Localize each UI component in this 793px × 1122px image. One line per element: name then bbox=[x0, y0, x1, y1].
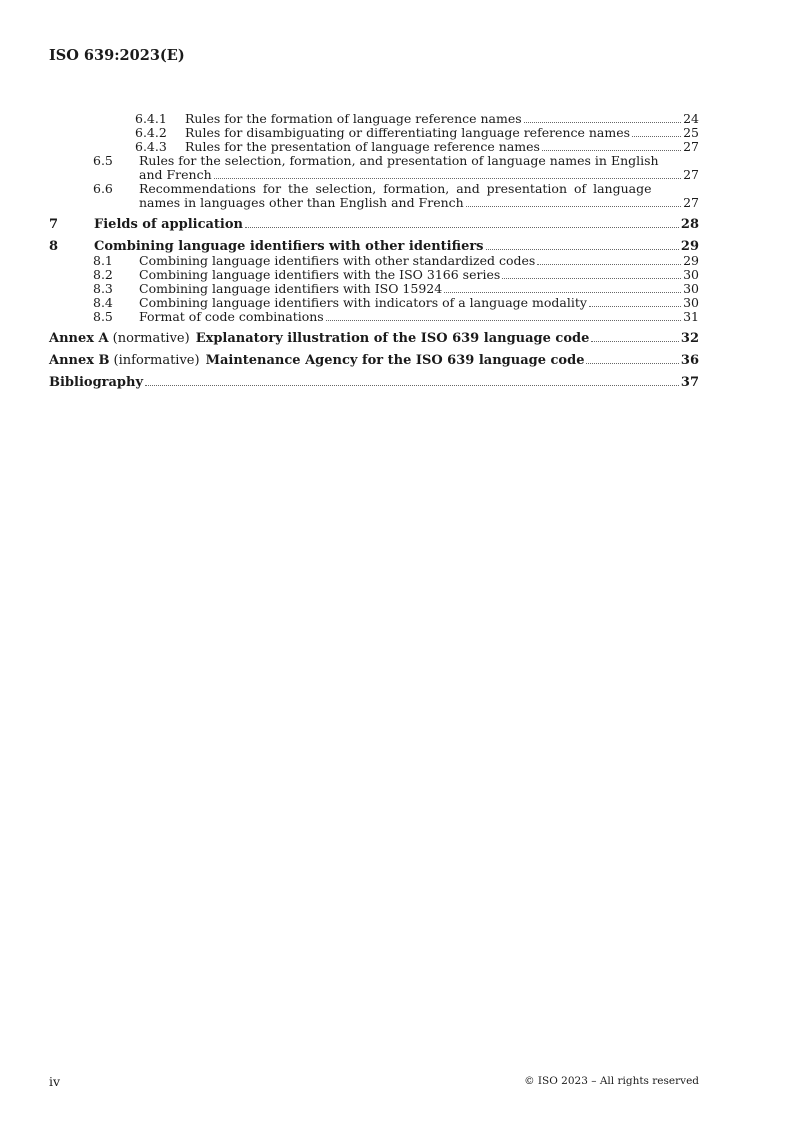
dot-leader bbox=[145, 385, 679, 386]
toc-title-line1: Rules for the selection, formation, and presentation of language names in English bbox=[139, 153, 659, 168]
toc-page: 29 bbox=[683, 253, 699, 268]
toc-title: Explanatory illustration of the ISO 639 language code bbox=[195, 331, 590, 346]
dot-leader bbox=[586, 363, 678, 364]
toc-page: 27 bbox=[683, 167, 699, 182]
toc-number: 8.1 bbox=[93, 253, 113, 268]
toc-title-line1: Recommendations for the selection, formation, and presentation of language bbox=[139, 181, 652, 196]
dot-leader bbox=[326, 320, 681, 321]
annex-label: Annex A bbox=[49, 331, 109, 346]
toc-page: 37 bbox=[680, 375, 699, 390]
dot-leader bbox=[632, 136, 681, 137]
toc-number: 6.4.2 bbox=[135, 125, 167, 140]
toc-number: 8.5 bbox=[93, 309, 113, 324]
dot-leader bbox=[542, 150, 681, 151]
toc-entry-8-4[interactable] bbox=[49, 296, 699, 310]
toc-title: Combining language identifiers with ISO 15924 bbox=[139, 281, 443, 296]
dot-leader bbox=[524, 122, 681, 123]
copyright-notice: © ISO 2023 – All rights reserved bbox=[524, 1075, 699, 1087]
toc-title: Combining language identifiers with other standardized codes bbox=[139, 253, 536, 268]
toc-page: 25 bbox=[683, 125, 699, 140]
toc-title: Rules for the presentation of language reference names bbox=[185, 139, 540, 154]
toc-number: 6.4.3 bbox=[135, 139, 167, 154]
toc-number: 8.3 bbox=[93, 281, 113, 296]
toc-number: 8.4 bbox=[93, 295, 113, 310]
toc-entry-8-3[interactable] bbox=[49, 282, 699, 296]
annex-type: (normative) bbox=[112, 331, 190, 346]
toc-entry-bibliography[interactable] bbox=[49, 376, 699, 390]
toc-entry-6-4-1[interactable] bbox=[49, 112, 699, 126]
toc-page: 29 bbox=[680, 239, 699, 254]
toc-title: Rules for the formation of language reference names bbox=[185, 111, 522, 126]
toc-entry-6-4-2[interactable] bbox=[49, 126, 699, 140]
toc-page: 32 bbox=[680, 331, 699, 346]
toc-entry-6-5[interactable] bbox=[49, 154, 699, 182]
dot-leader bbox=[502, 278, 681, 279]
toc-entry-8-2[interactable] bbox=[49, 268, 699, 282]
toc-page: 27 bbox=[683, 195, 699, 210]
dot-leader bbox=[245, 227, 679, 228]
toc-entry-6-4-3[interactable] bbox=[49, 140, 699, 154]
toc-page: 28 bbox=[680, 217, 699, 232]
table-of-contents bbox=[49, 112, 699, 390]
toc-page: 30 bbox=[683, 295, 699, 310]
toc-page: 36 bbox=[680, 353, 699, 368]
toc-title: Combining language identifiers with indicators of a language modality bbox=[139, 295, 587, 310]
toc-entry-7[interactable] bbox=[49, 218, 699, 232]
toc-number: 7 bbox=[49, 217, 59, 232]
toc-entry-annex-b[interactable] bbox=[49, 354, 699, 368]
toc-page: 31 bbox=[683, 309, 699, 324]
toc-page: 30 bbox=[683, 281, 699, 296]
toc-page: 24 bbox=[683, 111, 699, 126]
dot-leader bbox=[486, 249, 679, 250]
toc-entry-8-5[interactable] bbox=[49, 310, 699, 324]
dot-leader bbox=[444, 292, 681, 293]
dot-leader bbox=[466, 206, 681, 207]
toc-title: Combining language identifiers with the ISO 3166 series bbox=[139, 267, 501, 282]
toc-entry-8[interactable] bbox=[49, 240, 699, 254]
document-id: ISO 639:2023(E) bbox=[49, 47, 185, 64]
toc-number: 6.5 bbox=[93, 153, 113, 168]
toc-title-line2: names in languages other than English and French bbox=[139, 195, 464, 210]
toc-title: Format of code combinations bbox=[139, 309, 324, 324]
dot-leader bbox=[589, 306, 681, 307]
toc-page: 27 bbox=[683, 139, 699, 154]
dot-leader bbox=[537, 264, 681, 265]
toc-entry-6-6[interactable] bbox=[49, 182, 699, 210]
page-number: iv bbox=[49, 1074, 61, 1089]
annex-label: Annex B bbox=[49, 353, 110, 368]
toc-title: Combining language identifiers with other identifiers bbox=[94, 239, 484, 254]
toc-title-line2: and French bbox=[139, 167, 212, 182]
toc-page: 30 bbox=[683, 267, 699, 282]
annex-type: (informative) bbox=[113, 353, 200, 368]
dot-leader bbox=[214, 178, 681, 179]
toc-entry-annex-a[interactable] bbox=[49, 332, 699, 346]
toc-title: Fields of application bbox=[94, 217, 243, 232]
toc-number: 8.2 bbox=[93, 267, 113, 282]
toc-number: 8 bbox=[49, 239, 59, 254]
toc-title: Bibliography bbox=[49, 375, 144, 390]
toc-title: Maintenance Agency for the ISO 639 language code bbox=[205, 353, 585, 368]
toc-number: 6.6 bbox=[93, 181, 113, 196]
toc-title: Rules for disambiguating or differentiating language reference names bbox=[185, 125, 631, 140]
dot-leader bbox=[591, 341, 679, 342]
toc-number: 6.4.1 bbox=[135, 111, 167, 126]
toc-entry-8-1[interactable] bbox=[49, 254, 699, 268]
